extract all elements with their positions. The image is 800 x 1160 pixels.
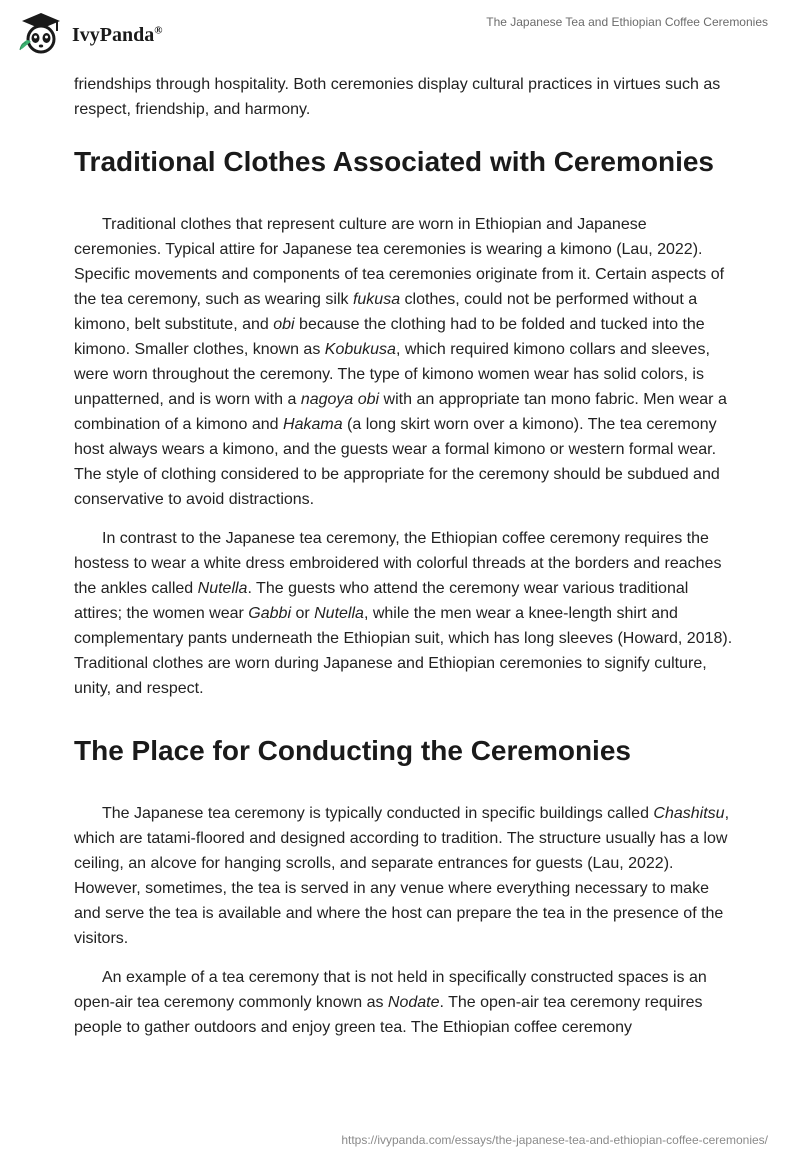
- brand-name: [72, 24, 162, 47]
- italic-term: Kobukusa: [324, 341, 396, 358]
- text-run: , which required kimono collars and sleeves, were worn throughout the ceremony. The type of kimono women wear has solid colors, is unpatterned, and is worn with a: [74, 341, 710, 408]
- intro-paragraph: friendships through hospitality. Both ceremonies display cultural practices in virtues such as respect, friendship, and harmony.: [74, 76, 721, 118]
- source-url[interactable]: https://ivypanda.com/essays/the-japanese-tea-and-ethiopian-coffee-ceremonies/: [341, 1133, 768, 1147]
- text-run: with an appropriate tan mono fabric. Men wear a combination of a kimono and: [74, 391, 727, 433]
- text-run: , which are tatami-floored and designed according to tradition. The structure usually has a low ceiling, an alcove for hanging scrolls, and separate entrances for guests (Lau, 2022). However, sometimes, the tea is served in any venue where everything necessary to make and serve the tea is available and where the host can prepare the tea in the presence of the visitors.: [74, 805, 730, 947]
- brand-label: IvyPanda: [72, 23, 155, 46]
- text-run: or: [291, 605, 315, 622]
- essay-content: [74, 72, 734, 1054]
- italic-term: fukusa: [352, 291, 401, 308]
- document-title: The Japanese Tea and Ethiopian Coffee Ceremonies: [486, 15, 768, 29]
- paragraph: [74, 801, 734, 951]
- italic-term: Nodate: [387, 994, 440, 1011]
- paragraph: [74, 526, 734, 701]
- section-heading-clothes: Traditional Clothes Associated with Ceremonies: [74, 146, 714, 177]
- text-run: Traditional clothes that represent culture are worn in Ethiopian and Japanese ceremonies. Typical attire for Japanese tea ceremonies is wearing a kimono (Lau, 2022). Specific movements and components of tea ceremonies originate from it. Certain aspects of the tea ceremony, such as wearing silk: [74, 216, 725, 308]
- italic-term: Hakama: [283, 416, 343, 433]
- italic-term: nagoya obi: [300, 391, 380, 408]
- italic-term: Nutella: [314, 605, 364, 622]
- trademark-symbol: ®: [154, 23, 163, 36]
- paragraph: [74, 965, 734, 1040]
- text-run: clothes, could not be performed without a kimono, belt substitute, and: [74, 291, 698, 333]
- page-header: [0, 0, 800, 70]
- text-run: . The guests who attend the ceremony wear various traditional attires; the women wear: [74, 580, 689, 622]
- italic-term: obi: [273, 316, 295, 333]
- paragraph: [74, 212, 734, 512]
- text-run: . The open-air tea ceremony requires people to gather outdoors and enjoy green tea. The Ethiopian coffee ceremony: [74, 994, 703, 1036]
- section-heading-place: The Place for Conducting the Ceremonies: [74, 735, 631, 766]
- italic-term: Chashitsu: [653, 805, 725, 822]
- italic-term: Nutella: [197, 580, 248, 597]
- text-run: The Japanese tea ceremony is typically conducted in specific buildings called: [102, 805, 654, 822]
- text-run: In contrast to the Japanese tea ceremony, the Ethiopian coffee ceremony requires the hostess to wear a white dress embroidered with colorful threads at the borders and reaches the ankles called: [74, 530, 722, 597]
- text-run: , while the men wear a knee-length shirt and complementary pants underneath the Ethiopian suit, which has long sleeves (Howard, 2018). Traditional clothes are worn during Japanese and Ethiopian ceremonies to signify culture, unity, and respect.: [74, 605, 733, 697]
- text-run: An example of a tea ceremony that is not held in specifically constructed spaces is an open-air tea ceremony commonly known as: [74, 969, 707, 1011]
- ivypanda-logo[interactable]: [16, 10, 176, 56]
- panda-graduate-icon: [16, 10, 66, 56]
- text-run: because the clothing had to be folded and tucked into the kimono. Smaller clothes, known as: [74, 316, 705, 358]
- text-run: (a long skirt worn over a kimono). The tea ceremony host always wears a kimono, and the guests wear a formal kimono or western formal wear. The style of clothing considered to be appropriate for the ceremony should be subdued and conservative to avoid distractions.: [74, 416, 720, 508]
- italic-term: Gabbi: [248, 605, 291, 622]
